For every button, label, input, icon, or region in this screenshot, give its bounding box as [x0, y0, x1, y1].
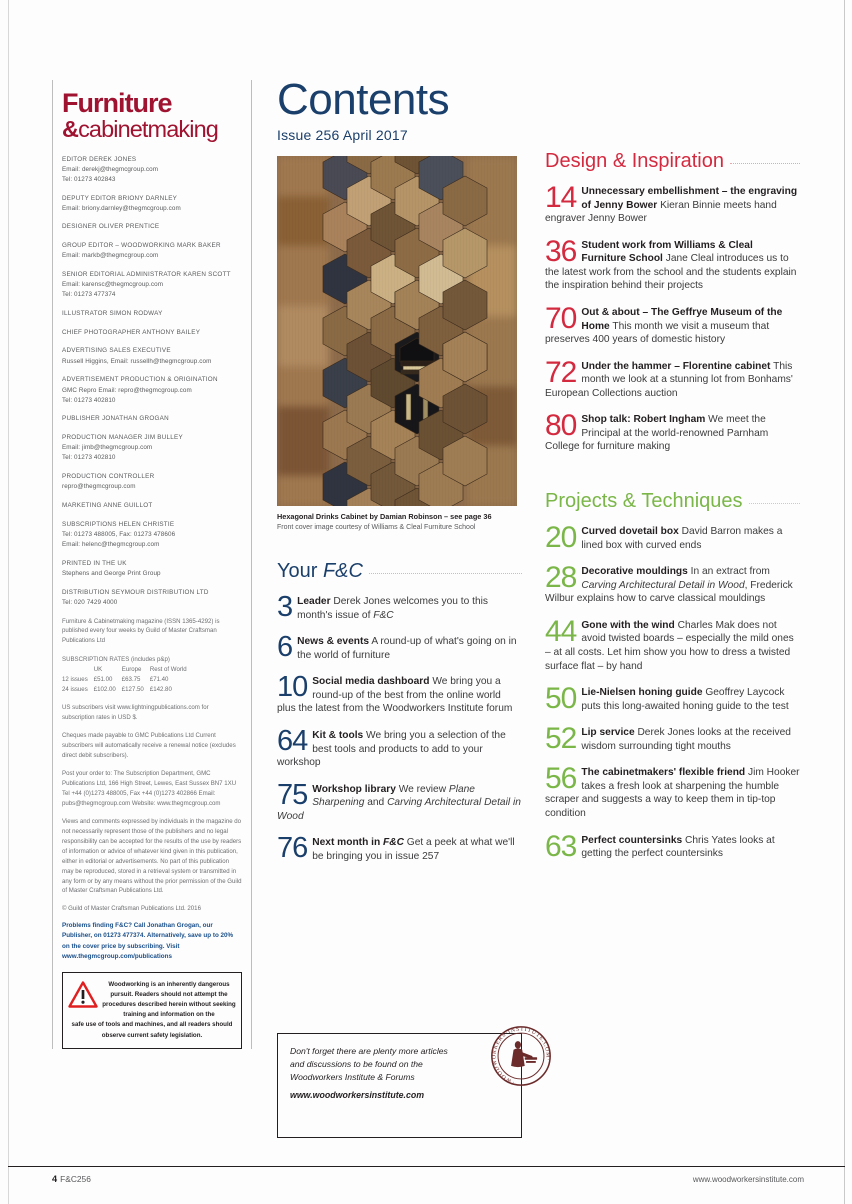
subscribe-promo-text[interactable]: Problems finding F&C? Call Jonathan Grogan, our Publisher, on 01273 477374. Alternatively, save up to 20% on the cover price by subscribing. Visit www.thegmcgroup.com/publications	[62, 921, 234, 960]
contents-entry[interactable]	[545, 234, 800, 293]
section-heading-your-fc-text	[277, 560, 363, 582]
contents-right-column	[545, 150, 800, 861]
staff-role: SENIOR EDITORIAL ADMINISTRATOR KAREN SCOTT	[62, 271, 231, 278]
contents-entry[interactable]	[277, 725, 522, 770]
safety-warning-box	[62, 973, 242, 1048]
woodworkers-institute-seal-icon	[490, 1025, 552, 1087]
contents-entry-title: Next month in F&C	[312, 837, 404, 849]
issn-legal-text: Furniture & Cabinetmaking magazine (ISSN 1365-4292) is published every four weeks by Guild of Master Craftsman Publications Ltd	[62, 617, 220, 645]
footer-page-number: 4	[52, 1174, 58, 1184]
contents-entry-description: A round-up of what's going on in the world of furniture	[297, 636, 517, 661]
contents-entry[interactable]	[277, 631, 522, 664]
safety-warning-text-wide: safe use of tools and machines, and all readers should observe current safety legislation.	[71, 1021, 233, 1039]
safety-warning-text: Woodworking is an inherently dangerous pursuit. Readers should not attempt the procedures described herein without seeking training and information on the	[102, 981, 236, 1019]
cover-image	[277, 156, 517, 506]
staff-contact-line: Stephens and George Print Group	[62, 569, 161, 577]
staff-contact-line: Tel: 01273 402810	[62, 396, 116, 404]
staff-role: PRODUCTION CONTROLLER	[62, 473, 155, 481]
staff-role: DISTRIBUTION SEYMOUR DISTRIBUTION LTD	[62, 588, 209, 596]
staff-credit	[62, 433, 242, 464]
rates-header-row	[62, 665, 193, 675]
contents-entry-page-number: 50	[545, 682, 577, 716]
promo-text: Don't forget there are plenty more articles and discussions to be found on the Woodworkers Institute & Forums	[290, 1046, 448, 1083]
staff-contact-line: Tel: 01273 488005, Fax: 01273 478606	[62, 530, 176, 538]
contents-entry-title: Kit & tools	[312, 730, 364, 742]
contents-entry-page-number: 20	[545, 521, 577, 554]
contents-entry[interactable]	[277, 778, 522, 824]
contents-entry-description: Derek Jones looks at the received wisdom surrounding tight mouths	[581, 727, 791, 752]
contents-entry-title: Student work from Williams & Cleal Furniture School	[581, 239, 753, 265]
contents-entry-description: We review Plane Sharpening and Carving Architectural Detail in Wood	[277, 783, 521, 822]
post-order-note: Post your order to: The Subscription Department, GMC Publications Ltd, 166 High Street, Lewes, East Sussex BN7 1XU Tel +44 (0)1273 488005, Fax +44 (0)1273 402866 Email: pubs@thegmcgroup.com Website: www.thegmcgroup.com	[62, 770, 237, 808]
rates-cell: £71.40	[149, 676, 169, 684]
contents-entry-title: Lip service	[581, 727, 635, 739]
contents-entry-page-number: 10	[277, 671, 308, 704]
staff-contact-line: Email: karensc@thegmcgroup.com	[62, 281, 164, 289]
contents-entry-description: Chris Yates looks at getting the perfect countersinks	[581, 834, 775, 860]
contents-entry-page-number: 44	[545, 614, 577, 648]
page-title: Contents	[277, 75, 450, 124]
contents-entry-page-number: 72	[545, 355, 577, 389]
your-fc-entry-list	[277, 591, 522, 865]
design-inspiration-entry-list	[545, 181, 800, 454]
contents-entry-title: The cabinetmakers' flexible friend	[581, 767, 746, 779]
logo-cabinetmaking-word: cabinetmaking	[78, 116, 218, 142]
staff-contact-line: Email: markb@thegmcgroup.com	[62, 252, 159, 260]
contents-entry[interactable]	[545, 181, 800, 226]
staff-contact-line: Email: jimb@thegmcgroup.com	[62, 444, 153, 452]
contents-entry[interactable]	[545, 614, 800, 673]
staff-role: ADVERTISEMENT PRODUCTION & ORIGINATION	[62, 376, 218, 384]
contents-entry-description: Charles Mak does not avoid twisted boards – especially the mild ones – at all costs. Let him show you how to dress a twisted surface flat – by hand	[545, 619, 794, 672]
projects-techniques-entry-list	[545, 521, 800, 863]
contents-entry-page-number: 14	[545, 181, 577, 214]
contents-entry-page-number: 75	[277, 778, 308, 811]
section-heading-your-fc	[277, 560, 522, 582]
staff-contact-line: Russell Higgins, Email: russellh@thegmcgroup.com	[62, 357, 212, 365]
contents-main-column	[277, 75, 522, 865]
footer-left	[52, 1174, 91, 1184]
staff-role: PUBLISHER JONATHAN GROGAN	[62, 415, 169, 423]
staff-role: PRODUCTION MANAGER JIM BULLEY	[62, 434, 183, 442]
rates-cell: 24 issues	[62, 685, 88, 693]
contents-entry-page-number: 28	[545, 561, 577, 595]
svg-text:·WOODWORKERS·INSTITUTE.COM·: ·WOODWORKERS·INSTITUTE.COM·	[491, 1026, 551, 1085]
staff-credit	[62, 270, 242, 301]
contents-entry[interactable]	[545, 682, 800, 716]
contents-entry-title: News & events	[297, 636, 370, 648]
copyright-line: © Guild of Master Craftsman Publications Ltd. 2016	[62, 904, 201, 912]
staff-credit	[62, 414, 242, 424]
contents-entry[interactable]	[545, 409, 800, 454]
contents-entry-description-italic-2: Carving Architectural Detail in Wood	[277, 797, 521, 822]
contents-entry[interactable]	[545, 561, 800, 606]
contents-entry-page-number: 3	[277, 591, 293, 624]
staff-contact-line: GMC Repro Email: repro@thegmcgroup.com	[62, 386, 192, 394]
views-disclaimer: Views and comments expressed by individuals in the magazine do not necessarily represent those of the publishers and no legal responsibility can be accepted for the results of the use by readers of information or advice of whatever kind given in this publication, either in editorial or advertisements. No part of this publication may be reproduced, stored in a retrieval system or transmitted in any form or by any means without the prior permission of the Guild of Master Craftsman Publications Ltd.	[62, 818, 242, 895]
staff-contact-line: Tel: 01273 402843	[62, 175, 116, 183]
contents-entry-title: Out & about – The Geffrye Museum of the Home	[581, 306, 783, 332]
staff-contact-line: Tel: 01273 402810	[62, 454, 116, 462]
contents-entry-description: Jim Hooker takes a fresh look at sharpening the humble scraper and suggests a way to keep them in tip-top condition	[545, 767, 800, 819]
contents-entry-title: Gone with the wind	[581, 619, 675, 631]
contents-entry-title: Workshop library	[312, 783, 396, 795]
contents-entry[interactable]	[545, 722, 800, 756]
contents-entry-title: Under the hammer – Florentine cabinet	[581, 360, 771, 372]
section-heading-design-inspiration-text: Design & Inspiration	[545, 150, 724, 172]
footer-divider	[8, 1166, 845, 1167]
your-fc-label: Your	[277, 560, 323, 583]
staff-credit	[62, 375, 242, 406]
contents-entry-title-italic: F&C	[383, 837, 404, 849]
cover-caption-small: Front cover image courtesy of Williams & Cleal Furniture School	[277, 523, 476, 531]
contents-entry-page-number: 70	[545, 301, 577, 335]
contents-entry-description: We bring you a selection of the best tools and products to add to your workshop	[277, 730, 506, 769]
contents-entry[interactable]	[277, 832, 522, 865]
rates-row	[62, 675, 193, 685]
masthead-column	[52, 80, 252, 1049]
rates-header-cell: Rest of World	[149, 666, 187, 674]
contents-entry-description: Kieran Binnie meets hand engraver Jenny Bower	[545, 199, 777, 225]
contents-entry-page-number: 64	[277, 725, 308, 758]
staff-role: EDITOR DEREK JONES	[62, 155, 137, 163]
rates-header-cell: UK	[93, 666, 103, 674]
staff-credit	[62, 520, 242, 551]
contents-entry[interactable]	[277, 591, 522, 624]
logo-cabinetmaking	[62, 118, 242, 142]
subscription-rates-title: SUBSCRIPTION RATES (includes p&p)	[62, 655, 170, 663]
woodworkers-institute-promo-box[interactable]	[277, 1026, 551, 1138]
staff-credit	[62, 472, 242, 492]
contents-entry-description: This month we visit a museum that preserves 400 years of domestic history	[545, 320, 770, 346]
contents-entry-title: Unnecessary embellishment – the engraving of Jenny Bower	[581, 186, 798, 211]
contents-entry-description: Derek Jones welcomes you to this month's issue of F&C	[297, 596, 488, 621]
contents-entry-description-italic: Carving Architectural Detail in Wood	[581, 579, 745, 591]
contents-entry-title: Decorative mouldings	[581, 566, 688, 578]
cover-caption-bold: Hexagonal Drinks Cabinet by Damian Robinson – see page 36	[277, 512, 492, 521]
footer-website[interactable]: www.woodworkersinstitute.com	[692, 1175, 804, 1184]
staff-credit	[62, 328, 242, 338]
staff-credit	[62, 346, 242, 366]
section-heading-design-inspiration	[545, 150, 800, 172]
rates-cell: £127.50	[121, 685, 144, 693]
rates-header-cell	[62, 665, 94, 675]
rates-cell: £63.75	[121, 676, 141, 684]
contents-entry[interactable]	[545, 521, 800, 554]
section-heading-projects-techniques	[545, 490, 800, 512]
your-fc-italic: F&C	[322, 560, 363, 583]
contents-entry-title: Lie-Nielsen honing guide	[581, 687, 703, 699]
rates-cell: £102.00	[93, 685, 116, 693]
staff-role: MARKETING ANNE GUILLOT	[62, 502, 153, 509]
staff-contact-line: Email: helenc@thegmcgroup.com	[62, 541, 160, 549]
staff-role: DEPUTY EDITOR BRIONY DARNLEY	[62, 194, 178, 202]
warning-triangle-icon	[68, 981, 98, 1008]
staff-role: GROUP EDITOR – WOODWORKING MARK BAKER	[62, 242, 221, 250]
rates-cell: 12 issues	[62, 676, 88, 684]
staff-role: CHIEF PHOTOGRAPHER ANTHONY BAILEY	[62, 328, 201, 336]
contents-entry-page-number: 56	[545, 762, 577, 796]
logo-ampersand: &	[62, 116, 79, 142]
staff-credit	[62, 309, 242, 319]
section-rule-projects-techniques	[749, 503, 800, 504]
contents-entry-description: In an extract from Carving Architectural Detail in Wood, Frederick Wilbur explains how to carve classical mouldings	[545, 566, 793, 605]
page-edge-rule-left	[8, 0, 9, 1204]
staff-contact-line: Email: briony.darnley@thegmcgroup.com	[62, 204, 181, 212]
page-edge-rule-right	[844, 0, 845, 1204]
page-footer	[52, 1174, 804, 1184]
contents-entry-title: Social media dashboard	[312, 676, 430, 688]
subscription-rates-block	[62, 655, 242, 695]
staff-credit	[62, 155, 242, 186]
contents-entry-title: Curved dovetail box	[581, 526, 679, 537]
staff-contact-line: Email: derekj@thegmcgroup.com	[62, 165, 159, 173]
contents-entry-page-number: 36	[545, 234, 577, 268]
contents-entry-page-number: 52	[545, 722, 577, 756]
cheques-note: Cheques made payable to GMC Publications Ltd Current subscribers will automatically receive a renewal notice (excludes direct debit subscribers).	[62, 732, 236, 760]
contents-entry-page-number: 80	[545, 409, 577, 443]
hexagonal-cabinet-photo	[277, 156, 517, 506]
rates-header-cell: Europe	[121, 666, 142, 674]
rates-cell: £51.00	[93, 676, 113, 684]
contents-entry-page-number: 76	[277, 832, 308, 865]
subscription-rates-table	[62, 665, 193, 694]
contents-entry-description: This month we look at a stunning lot from Bonhams' European Collections auction	[545, 360, 793, 399]
section-heading-projects-techniques-text: Projects & Techniques	[545, 490, 743, 512]
contents-entry-description-italic: Plane Sharpening	[312, 783, 475, 809]
staff-contact-line: Tel: 020 7429 4000	[62, 598, 118, 606]
contents-entry-description: We meet the Principal at the world-renowned Parnham College for furniture making	[545, 414, 769, 453]
staff-credit	[62, 241, 242, 261]
contents-entry[interactable]	[545, 301, 800, 347]
staff-credit	[62, 559, 242, 579]
staff-credit	[62, 588, 242, 608]
staff-contact-line: repro@thegmcgroup.com	[62, 483, 136, 491]
contents-entry-description: We bring you a round-up of the best from the online world plus the latest from the Woodworkers Institute forum	[277, 676, 513, 715]
staff-role: ILLUSTRATOR SIMON RODWAY	[62, 310, 163, 318]
staff-role: ADVERTISING SALES EXECUTIVE	[62, 347, 171, 355]
staff-credit	[62, 501, 242, 511]
contents-entry-title: Leader	[297, 596, 331, 608]
section-rule-your-fc	[369, 573, 522, 574]
us-subscribers-note: US subscribers visit www.lightningpublications.com for subscription rates in USD $.	[62, 704, 209, 722]
footer-issue-label: F&C256	[60, 1174, 91, 1184]
staff-contact-line: Tel: 01273 477374	[62, 291, 116, 299]
contents-entry-title: Perfect countersinks	[581, 834, 683, 846]
staff-credit	[62, 222, 242, 232]
staff-credit	[62, 194, 242, 214]
contents-entry-description: David Barron makes a lined box with curved ends	[581, 526, 783, 551]
contents-entry[interactable]	[277, 671, 522, 716]
section-rule-design-inspiration	[730, 163, 800, 164]
rates-cell: £142.80	[149, 685, 172, 693]
contents-entry-title: Shop talk: Robert Ingham	[581, 414, 706, 426]
staff-credits-list	[62, 155, 242, 609]
staff-role: SUBSCRIPTIONS HELEN CHRISTIE	[62, 520, 175, 528]
contents-entry-description: Geoffrey Laycock puts this long-awaited honing guide to the test	[581, 687, 789, 712]
logo-furniture: Furniture	[62, 88, 172, 118]
contents-entry-description: Get a peek at what we'll be bringing you in issue 257	[312, 837, 515, 862]
contents-entry-description-italic: F&C	[373, 609, 394, 621]
contents-entry[interactable]	[545, 829, 800, 863]
contents-entry-page-number: 6	[277, 631, 293, 664]
contents-entry[interactable]	[545, 762, 800, 820]
staff-role: PRINTED IN THE UK	[62, 559, 127, 567]
contents-entry[interactable]	[545, 355, 800, 401]
issue-line: Issue 256 April 2017	[277, 127, 408, 143]
rates-row	[62, 685, 193, 695]
contents-entry-page-number: 63	[545, 829, 577, 863]
promo-url[interactable]: www.woodworkersinstitute.com	[290, 1090, 425, 1101]
staff-role: DESIGNER OLIVER PRENTICE	[62, 223, 160, 231]
contents-entry-description: Jane Cleal introduces us to the latest work from the school and the students explain the inspiration behind their projects	[545, 253, 797, 292]
